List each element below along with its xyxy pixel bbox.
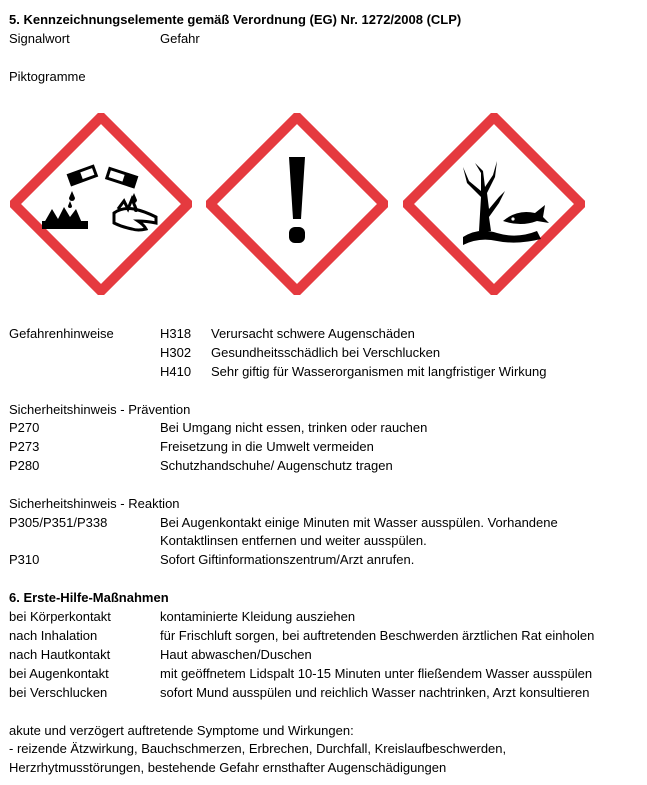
corrosion-icon: [10, 113, 192, 295]
first-aid-label: bei Verschlucken: [9, 685, 108, 700]
prevention-code: P273: [9, 439, 40, 454]
pictograms-label: Piktogramme: [9, 69, 86, 84]
signalword-value: Gefahr: [160, 31, 200, 46]
prevention-text: Bei Umgang nicht essen, trinken oder rauchen: [160, 420, 428, 435]
symptoms-line: - reizende Ätzwirkung, Bauchschmerzen, Erbrechen, Durchfall, Kreislaufbeschwerden,: [9, 741, 507, 756]
hazard-code: H318: [160, 326, 192, 341]
reaction-text: Sofort Giftinformationszentrum/Arzt anrufen.: [160, 552, 415, 567]
first-aid-label: bei Körperkontakt: [9, 609, 111, 624]
prevention-code: P270: [9, 420, 40, 435]
prevention-label: Sicherheitshinweis - Prävention: [9, 402, 191, 417]
first-aid-label: nach Hautkontakt: [9, 647, 111, 662]
reaction-text: Kontaktlinsen entfernen und weiter ausspülen.: [160, 533, 427, 548]
reaction-text: Bei Augenkontakt einige Minuten mit Wasser ausspülen. Vorhandene: [160, 515, 558, 530]
prevention-code: P280: [9, 458, 40, 473]
symptoms-line: Herzrhytmusstörungen, bestehende Gefahr ernsthafter Augenschädigungen: [9, 760, 447, 775]
prevention-text: Freisetzung in die Umwelt vermeiden: [160, 439, 374, 454]
symptoms-intro: akute und verzögert auftretende Symptome und Wirkungen:: [9, 723, 354, 738]
hazard-label: Gefahrenhinweise: [9, 326, 114, 341]
exclamation-mark-icon: [206, 113, 388, 295]
hazard-text: Gesundheitsschädlich bei Verschlucken: [211, 345, 441, 360]
first-aid-label: nach Inhalation: [9, 628, 98, 643]
environment-hazard-icon: [403, 113, 585, 295]
hazard-text: Verursacht schwere Augenschäden: [211, 326, 415, 341]
first-aid-label: bei Augenkontakt: [9, 666, 109, 681]
first-aid-text: für Frischluft sorgen, bei auftretenden Beschwerden ärztlichen Rat einholen: [160, 628, 595, 643]
reaction-code: P305/P351/P338: [9, 515, 108, 530]
hazard-text: Sehr giftig für Wasserorganismen mit langfristiger Wirkung: [211, 364, 547, 379]
section-5-heading: 5. Kennzeichnungselemente gemäß Verordnung (EG) Nr. 1272/2008 (CLP): [9, 12, 462, 27]
first-aid-text: kontaminierte Kleidung ausziehen: [160, 609, 356, 624]
hazard-code: H302: [160, 345, 192, 360]
hazard-code: H410: [160, 364, 192, 379]
reaction-label: Sicherheitshinweis - Reaktion: [9, 496, 180, 511]
section-6-heading: 6. Erste-Hilfe-Maßnahmen: [9, 590, 169, 605]
first-aid-text: Haut abwaschen/Duschen: [160, 647, 312, 662]
first-aid-text: sofort Mund ausspülen und reichlich Wasser nachtrinken, Arzt konsultieren: [160, 685, 590, 700]
first-aid-text: mit geöffnetem Lidspalt 10-15 Minuten unter fließendem Wasser ausspülen: [160, 666, 593, 681]
signalword-label: Signalwort: [9, 31, 70, 46]
reaction-code: P310: [9, 552, 40, 567]
prevention-text: Schutzhandschuhe/ Augenschutz tragen: [160, 458, 393, 473]
